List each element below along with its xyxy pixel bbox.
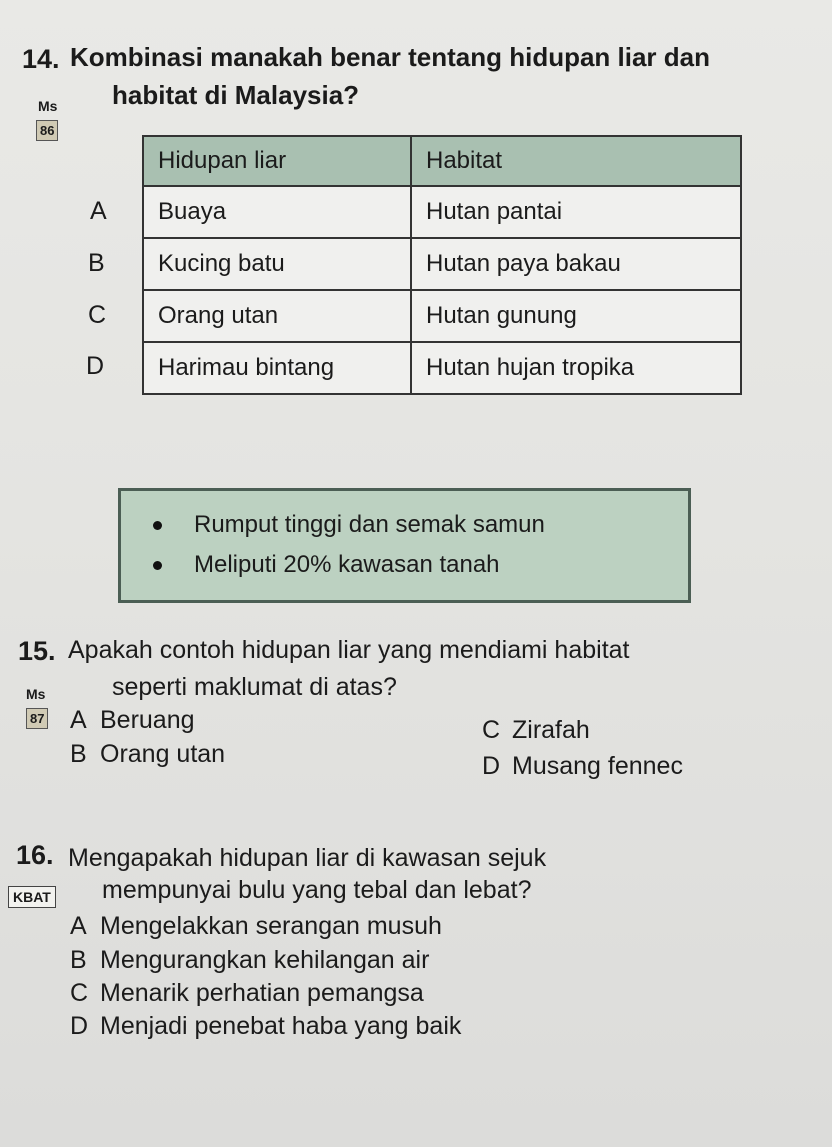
option-text: Menjadi penebat haba yang baik	[100, 1012, 462, 1040]
animal-cell: Orang utan	[143, 290, 411, 342]
question-14-line2: habitat di Malaysia?	[112, 80, 360, 110]
question-15-tag: Ms	[26, 686, 46, 702]
table-row	[143, 342, 741, 394]
question-15-ref: 87	[26, 708, 48, 729]
habitat-cell: Hutan paya bakau	[411, 238, 741, 290]
option-letter: A	[70, 912, 87, 940]
info-bullet-text: Rumput tinggi dan semak samun	[194, 511, 545, 538]
table-row	[143, 290, 741, 342]
question-16-tag: KBAT	[8, 886, 56, 908]
row-letter-c: C	[88, 301, 107, 329]
habitat-cell: Hutan gunung	[411, 290, 741, 342]
option-a[interactable]	[70, 706, 195, 735]
header-hidupan-liar: Hidupan liar	[143, 136, 411, 186]
option-d[interactable]	[70, 1012, 461, 1041]
question-16-line2: mempunyai bulu yang tebal dan lebat?	[102, 876, 532, 904]
option-text: Orang utan	[100, 740, 226, 768]
table-header-row	[143, 136, 741, 186]
bullet-dot-icon	[153, 521, 162, 530]
table-row	[143, 238, 741, 290]
info-bullet-text: Meliputi 20% kawasan tanah	[194, 551, 500, 578]
option-letter: C	[70, 979, 89, 1007]
question-14-line1: Kombinasi manakah benar tentang hidupan liar dan	[70, 42, 710, 72]
question-14-ref: 86	[36, 120, 58, 141]
habitat-table	[142, 135, 742, 395]
option-c[interactable]	[482, 716, 590, 745]
question-15-line2: seperti maklumat di atas?	[112, 673, 397, 701]
option-d[interactable]	[482, 752, 683, 781]
question-14-tag: Ms	[38, 98, 58, 114]
animal-cell: Harimau bintang	[143, 342, 411, 394]
bullet-dot-icon	[153, 561, 162, 570]
habitat-info-box	[118, 488, 691, 603]
question-15-number: 15.	[18, 636, 56, 666]
option-letter: B	[70, 740, 87, 768]
table-row	[143, 186, 741, 238]
option-text: Zirafah	[512, 716, 590, 744]
animal-cell: Kucing batu	[143, 238, 411, 290]
row-letter-a: A	[90, 197, 107, 225]
question-16-line1: Mengapakah hidupan liar di kawasan sejuk	[68, 844, 547, 872]
row-letter-d: D	[86, 352, 105, 380]
option-text: Mengurangkan kehilangan air	[100, 946, 430, 974]
info-bullet	[153, 511, 545, 539]
option-text: Menarik perhatian pemangsa	[100, 979, 424, 1007]
option-b[interactable]	[70, 740, 225, 769]
option-c[interactable]	[70, 979, 424, 1008]
option-a[interactable]	[70, 912, 442, 941]
header-habitat: Habitat	[411, 136, 741, 186]
question-16-number: 16.	[16, 840, 54, 870]
option-letter: C	[482, 716, 501, 744]
animal-cell: Buaya	[143, 186, 411, 238]
option-b[interactable]	[70, 946, 429, 975]
option-text: Musang fennec	[512, 752, 683, 780]
option-letter: D	[482, 752, 501, 780]
row-letter-b: B	[88, 249, 105, 277]
question-14-number: 14.	[22, 44, 60, 74]
option-letter: B	[70, 946, 87, 974]
option-letter: A	[70, 706, 87, 734]
habitat-cell: Hutan pantai	[411, 186, 741, 238]
option-letter: D	[70, 1012, 89, 1040]
info-bullet	[153, 551, 500, 579]
question-15-line1: Apakah contoh hidupan liar yang mendiami habitat	[68, 636, 630, 664]
habitat-cell: Hutan hujan tropika	[411, 342, 741, 394]
option-text: Beruang	[100, 706, 195, 734]
option-text: Mengelakkan serangan musuh	[100, 912, 442, 940]
